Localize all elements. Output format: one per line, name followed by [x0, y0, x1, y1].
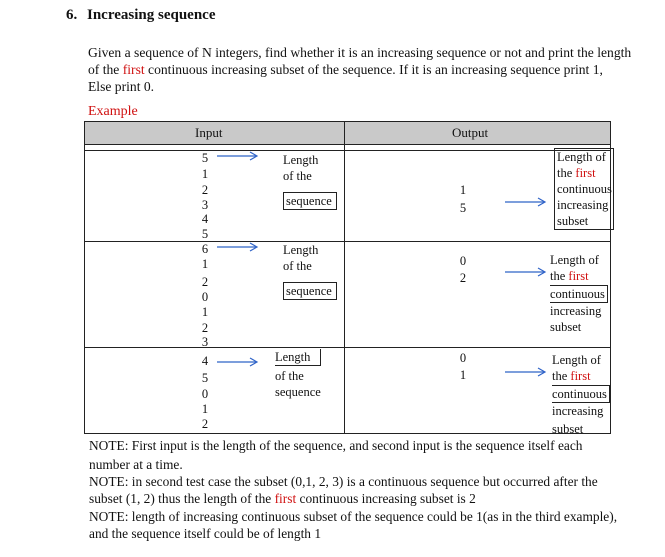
row2-output-label-line: subset [550, 320, 582, 334]
row2-output-first-highlight: first [568, 269, 589, 283]
row2-input-label [283, 242, 337, 300]
note-3-line-2: and the sequence itself could be of length 1 [89, 526, 322, 541]
row2-input-num-6: 2 [201, 321, 209, 335]
row1-output-label-line: Length of [557, 150, 606, 164]
row1-output-first-highlight: first [575, 166, 596, 180]
row1-input-label-box: sequence [283, 192, 337, 210]
row2-output-label-line: increasing [550, 304, 602, 318]
input-header: Input [195, 125, 223, 140]
row2-input-arrow [216, 242, 260, 252]
row2-output-arrow [504, 267, 548, 277]
row2-output-label-line [550, 268, 608, 284]
intro-line-2-post: continuous increasing subset of the sequence. If it is an increasing sequence print 1, [144, 62, 603, 77]
row3-input-num-1: 4 [201, 354, 209, 368]
row3-input-label-line: of the [275, 369, 304, 383]
row3-output-first-highlight: first [570, 369, 591, 383]
example-label: Example [88, 104, 138, 119]
row1-input-num-6: 5 [201, 227, 209, 241]
row1-input-num-5: 4 [201, 212, 209, 226]
row2-input-num-2: 1 [201, 257, 209, 271]
row3-output-num-1: 0 [459, 351, 467, 365]
row2-output-label [550, 252, 608, 335]
row3-output-label [552, 352, 610, 437]
row1-input-arrow [216, 151, 260, 161]
intro-line-1: Given a sequence of N integers, find whether it is an increasing sequence or not and print the length [88, 45, 632, 60]
row1-output-num-2: 5 [459, 201, 467, 215]
row3-output-arrow [504, 367, 548, 377]
intro-line-2-pre: of the [88, 62, 123, 77]
row2-input-label-line: Length [283, 243, 319, 257]
row3-output-label-line: continuous [552, 385, 610, 403]
row3-input-label [275, 349, 321, 400]
note-1-line-1: NOTE: First input is the length of the sequence, and second input is the sequence itself each [89, 438, 583, 453]
row3-input-label-line: Length [275, 349, 321, 366]
heading-title: Increasing sequence [87, 7, 216, 23]
row1-output-label [554, 148, 614, 230]
row1-input-label-line: of the [283, 169, 312, 183]
note-2-line-2 [89, 490, 476, 507]
intro-line-3: Else print 0. [88, 79, 155, 94]
row2-input-num-1: 6 [201, 242, 209, 256]
note-1-line-2: number at a time. [89, 457, 183, 472]
row3-input-arrow [216, 357, 260, 367]
row1-input-num-4: 3 [201, 198, 209, 212]
row2-input-num-5: 1 [201, 305, 209, 319]
row1-output-label-line: continuous [557, 182, 612, 196]
row2-input-label-line: of the [283, 259, 312, 273]
row1-input-num-3: 2 [201, 183, 209, 197]
row3-output-label-line: subset [552, 422, 584, 436]
row2-input-num-4: 0 [201, 290, 209, 304]
row1-output-label-the: the [557, 166, 576, 180]
output-header: Output [452, 125, 489, 140]
row3-input-num-5: 2 [201, 417, 209, 431]
row3-output-label-line: Length of [552, 353, 601, 367]
note-2-post: continuous increasing subset is 2 [296, 491, 476, 506]
intro-line-2 [88, 61, 603, 78]
row2-output-num-2: 2 [459, 271, 467, 285]
row1-output-arrow [504, 197, 548, 207]
intro-first-highlight: first [122, 62, 145, 77]
note-2-pre: subset (1, 2) thus the length of the [89, 491, 275, 506]
row1-input-label-line: Length [283, 153, 319, 167]
row2-output-label-the: the [550, 269, 569, 283]
row1-output-label-line [557, 165, 613, 181]
note-2-line-1: NOTE: in second test case the subset (0,1, 2, 3) is a continuous sequence but occurred after the [89, 474, 598, 489]
row1-input-num-2: 1 [201, 167, 209, 181]
row2-input-num-7: 3 [201, 335, 209, 349]
row2-output-num-1: 0 [459, 254, 467, 268]
row2-input-num-3: 2 [201, 275, 209, 289]
example-table [84, 121, 611, 434]
table-header-row [84, 121, 611, 145]
row3-output-num-2: 1 [459, 368, 467, 382]
row3-input-num-3: 0 [201, 387, 209, 401]
row2-input-label-box: sequence [283, 282, 337, 300]
row1-output-label-line: subset [557, 214, 589, 228]
row1-input-num-1: 5 [201, 151, 209, 165]
row1-output-num-1: 1 [459, 183, 467, 197]
section-heading [66, 7, 215, 24]
row1-output-label-line: increasing [557, 198, 609, 212]
note-2-first-highlight: first [274, 491, 297, 506]
row2-output-label-line: continuous [550, 285, 608, 303]
note-3-line-1: NOTE: length of increasing continuous subset of the sequence could be 1(as in the third example), [89, 509, 618, 524]
row3-input-num-2: 5 [201, 371, 209, 385]
row3-output-label-line: increasing [552, 404, 604, 418]
heading-number: 6. [66, 7, 78, 23]
row3-output-label-line [552, 368, 610, 384]
row3-input-num-4: 1 [201, 402, 209, 416]
row3-output-label-the: the [552, 369, 571, 383]
row1-input-label [283, 152, 337, 210]
row2-output-label-line: Length of [550, 253, 599, 267]
row3-input-label-line: sequence [275, 385, 321, 399]
